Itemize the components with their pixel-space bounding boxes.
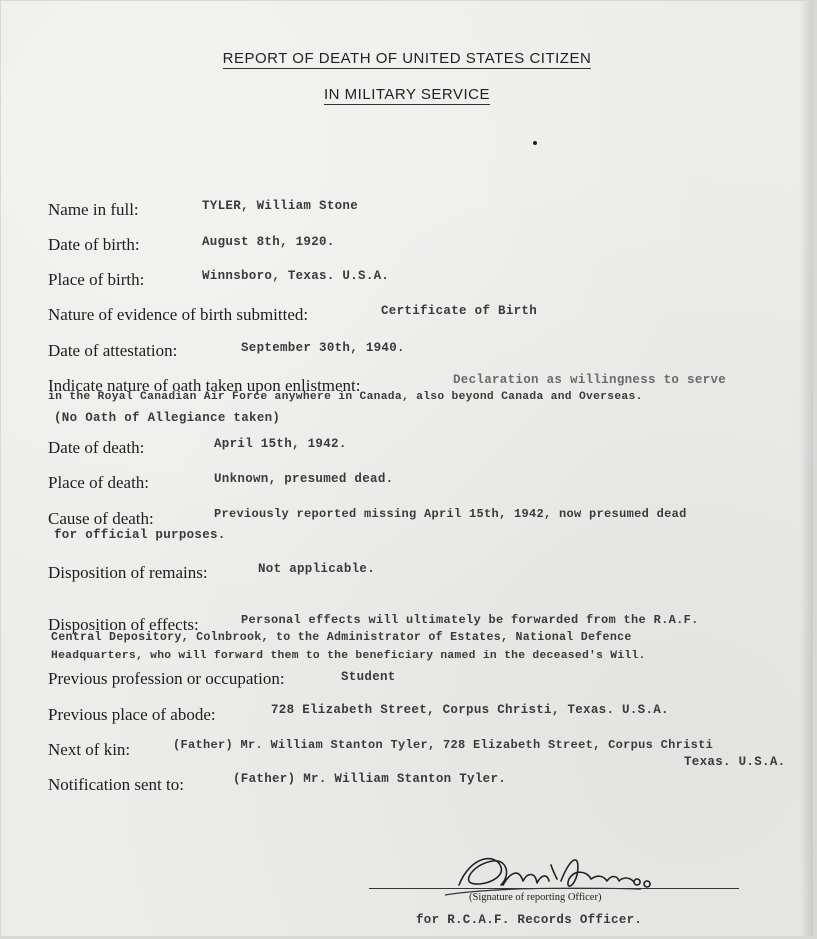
signature-caption: (Signature of reporting Officer) [469,892,602,903]
name-value: TYLER, William Stone [202,199,359,213]
oath-value-line3: (No Oath of Allegiance taken) [54,411,281,425]
abode-value: 728 Elizabeth Street, Corpus Christi, Texas. U.S.A. [271,703,669,717]
report-subtitle [1,86,813,103]
evidence-label: Nature of evidence of birth submitted: [48,305,309,324]
effects-label: Disposition of effects: [48,615,199,634]
dod-value: April 15th, 1942. [214,437,347,451]
attestation-value: September 30th, 1940. [241,341,405,355]
document-page [1,1,813,936]
kin-value-line2: Texas. U.S.A. [684,755,786,769]
ink-dot [533,141,537,145]
cause-label: Cause of death: [48,509,154,528]
kin-label: Next of kin: [48,740,131,759]
report-title [1,50,813,67]
records-officer-line: for R.C.A.F. Records Officer. [416,913,643,927]
dob-label: Date of birth: [48,235,140,254]
report-title-line1: REPORT OF DEATH OF UNITED STATES CITIZEN [222,50,592,67]
dod-label: Date of death: [48,438,145,457]
effects-value-line2: Central Depository, Colnbrook, to the Administrator of Estates, National Defence [51,631,632,644]
oath-label: Indicate nature of oath taken upon enlistment: [48,376,361,395]
dob-value: August 8th, 1920. [202,235,335,249]
attestation-label: Date of attestation: [48,341,178,360]
effects-value-line1: Personal effects will ultimately be forwarded from the R.A.F. [241,613,699,627]
pod-value: Unknown, presumed dead. [214,472,394,486]
notification-value: (Father) Mr. William Stanton Tyler. [233,772,507,786]
evidence-value: Certificate of Birth [381,304,538,318]
remains-value: Not applicable. [258,562,376,576]
paper-edge-shadow [799,1,813,936]
abode-label: Previous place of abode: [48,705,216,724]
oath-value-line2: in the Royal Canadian Air Force anywhere in Canada, also beyond Canada and Overseas. [48,391,643,403]
report-title-line2: IN MILITARY SERVICE [324,86,490,103]
pob-label: Place of birth: [48,270,145,289]
pod-label: Place of death: [48,473,150,492]
pob-value: Winnsboro, Texas. U.S.A. [202,269,390,283]
signature-line [369,888,739,889]
name-label: Name in full: [48,200,139,219]
oath-value-line1: Declaration as willingness to serve [453,373,727,387]
cause-value-line1: Previously reported missing April 15th, 1942, now presumed dead [214,507,687,521]
effects-value-line3: Headquarters, who will forward them to the beneficiary named in the deceased's Will. [51,650,646,662]
notification-label: Notification sent to: [48,775,184,794]
cause-value-line2: for official purposes. [54,528,226,542]
kin-value-line1: (Father) Mr. William Stanton Tyler, 728 Elizabeth Street, Corpus Christi [173,738,714,752]
profession-label: Previous profession or occupation: [48,669,285,688]
remains-label: Disposition of remains: [48,563,208,582]
profession-value: Student [341,670,396,684]
